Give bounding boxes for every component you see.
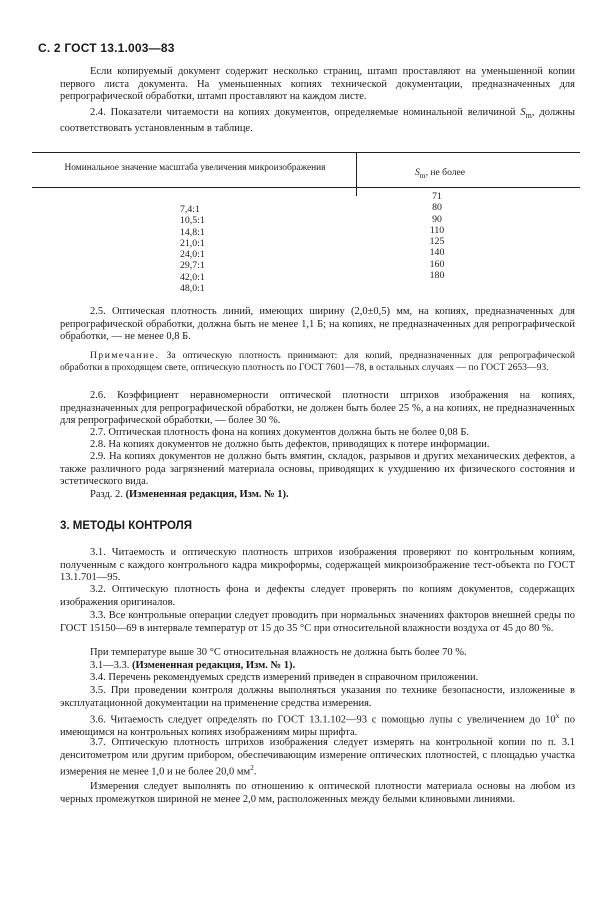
paragraph-3-7 bbox=[60, 737, 575, 779]
paragraph-3-2: 3.2. Оптическую плотность фона и дефекты следует проверять по копиям документов, содержащих изображения оригиналов. bbox=[60, 584, 575, 608]
paragraph-3-1: 3.1. Читаемость и оптическую плотность штрихов изображения проверяют по контрольным копиям, полученным с каждого контрольного кадра микроформы, содержащей микроизображение тест-объекта по ГОСТ 13.1.701—95. bbox=[60, 547, 575, 583]
table-header-rule bbox=[32, 187, 580, 188]
section-2-amendment bbox=[60, 489, 575, 502]
razd2-prefix: Разд. 2. bbox=[90, 489, 126, 500]
table-cell-scale: 21,0:1 bbox=[180, 237, 205, 249]
table-cell-scale: 7,4:1 bbox=[180, 204, 200, 215]
paragraph-2-5: 2.5. Оптическая плотность линий, имеющих ширину (2,0±0,5) мм, на копиях, предназначенных для репрографической обработки, должна быть не менее 1,1 Б; на копиях, не предназначенных для репрографической обработки, — не менее 0,8 Б. bbox=[60, 306, 575, 342]
table-cell-value: 80 bbox=[432, 202, 442, 214]
table-header-scale: Номинальное значение масштаба увеличения микроизображения bbox=[64, 163, 326, 173]
table-cell-value: 71 bbox=[432, 191, 442, 202]
table-cell-scale: 42,0:1 bbox=[180, 271, 205, 283]
paragraph-2-7: 2.7. Оптическая плотность фона на копиях документов должна быть не более 0,08 Б. bbox=[90, 427, 469, 438]
note-text: За оптическую плотность принимают: для копий, предназначенных для репрографической обработки в проходящем свете, оптическую плотность по ГОСТ 7601—78, в остальных случаях — по ГОСТ 2653—93. bbox=[60, 350, 575, 373]
p3133-bold: (Измененная редакция, Изм. № 1). bbox=[132, 660, 296, 671]
p24-text: 2.4. Показатели читаемости на копиях документов, определяемые номинальной величиной bbox=[90, 107, 521, 118]
p37-end: . bbox=[253, 766, 257, 778]
section-3-title: 3. МЕТОДЫ КОНТРОЛЯ bbox=[60, 520, 193, 532]
note bbox=[60, 350, 575, 373]
page-header: С. 2 ГОСТ 13.1.003—83 bbox=[38, 41, 175, 55]
paragraph-copy-stamp: Если копируемый документ содержит несколько страниц, штамп проставляют на уменьшенной копии первого листа документа. На уменьшенных копиях технической документации, предназначенных для репрографической обработки, штамп проставляют на каждом листе. bbox=[60, 66, 575, 102]
razd2-bold: (Измененная редакция, Изм. № 1). bbox=[125, 489, 289, 500]
table-cell-value: 140 bbox=[429, 247, 445, 259]
table-cell-scale: 29,7:1 bbox=[180, 260, 205, 272]
paragraph-3-4: 3.4. Перечень рекомендуемых средств измерений приведен в справочном приложении. bbox=[90, 672, 479, 683]
p24-sub: m bbox=[525, 111, 532, 121]
table-cell-value: 180 bbox=[429, 270, 445, 282]
table-cell-scale: 24,0:1 bbox=[180, 249, 205, 261]
table-top-rule bbox=[32, 152, 580, 153]
paragraph-2-6: 2.6. Коэффициент неравномерности оптической плотности штрихов изображения на копиях, предназначенных для репрографической обработки, не должен быть более 25 %, а на копиях, не предназначенных для репрографической обработки, — более 30 %. bbox=[60, 390, 575, 426]
note-label: Примечание. bbox=[90, 350, 160, 361]
p36-end: по имеющимся на контрольных копиях изображениям миры шрифта. bbox=[60, 714, 575, 738]
p37-text: 3.7. Оптическую плотность штрихов изображения следует измерять на контрольной копии по п. 3.1 денситометром или другим прибором, обеспечивающим измерение оптических плотностей, с площадью участка измерения не менее 1,0 и не более 20,0 мм bbox=[60, 737, 575, 778]
paragraph-3-1-3-3-amendment bbox=[60, 660, 575, 673]
p3133-prefix: 3.1—3.3. bbox=[90, 660, 132, 671]
table-column-values bbox=[417, 191, 457, 281]
th-symbol: S bbox=[414, 167, 420, 178]
paragraph-3-7-measurements: Измерения следует выполнять по отношению к оптической плотности материала основы на любом из черных промежутков шириной не менее 2,0 мм, расположенных между белыми клиновыми линиями. bbox=[60, 781, 575, 805]
th-rest: , не более bbox=[425, 167, 466, 178]
paragraph-3-3-humidity: При температуре выше 30 °С относительная влажность не должна быть более 70 %. bbox=[90, 647, 467, 658]
table-cell-value: 90 bbox=[432, 213, 442, 225]
paragraph-2-4 bbox=[60, 107, 575, 135]
table-cell-value: 110 bbox=[429, 224, 445, 236]
table-cell-value: 125 bbox=[429, 236, 445, 248]
table-column-scales bbox=[180, 204, 230, 294]
paragraph-3-6 bbox=[60, 710, 575, 740]
p24-symbol: S bbox=[520, 107, 526, 118]
paragraph-2-8: 2.8. На копиях документов не должно быть дефектов, приводящих к потере информации. bbox=[90, 439, 490, 450]
table-column-divider bbox=[356, 152, 357, 196]
table-cell-scale: 14,8:1 bbox=[180, 226, 205, 238]
table-cell-scale: 48,0:1 bbox=[180, 283, 205, 295]
table-cell-scale: 10,5:1 bbox=[180, 215, 205, 227]
paragraph-3-5: 3.5. При проведении контроля должны выполняться указания по технике безопасности, изложенные в эксплуатационной документации на применение средства измерения. bbox=[60, 685, 575, 709]
table-header-sm bbox=[380, 167, 500, 180]
paragraph-2-9: 2.9. На копиях документов не должно быть вмятин, складок, разрывов и других механических дефектов, а также различного рода загрязнений материала основы, приводящих к ухудшению их физического состояния и эстетического вида. bbox=[60, 451, 575, 487]
p37-sup: 2 bbox=[250, 763, 254, 772]
th-sub: m bbox=[419, 170, 426, 180]
p36-sup: x bbox=[555, 711, 560, 720]
paragraph-3-3: 3.3. Все контрольные операции следует проводить при нормальных значениях факторов внешней среды по ГОСТ 15150—69 в интервале температур от 15 до 35 °С при относительной влажности воздуха от 45 до 80 %. bbox=[60, 610, 575, 634]
p36-text: 3.6. Читаемость следует определять по ГОСТ 13.1.102—93 с помощью лупы с увеличением до 10 bbox=[90, 714, 556, 726]
table-cell-value: 160 bbox=[429, 258, 445, 270]
p24-end: , должны соответствовать установленным в таблице. bbox=[60, 107, 575, 134]
